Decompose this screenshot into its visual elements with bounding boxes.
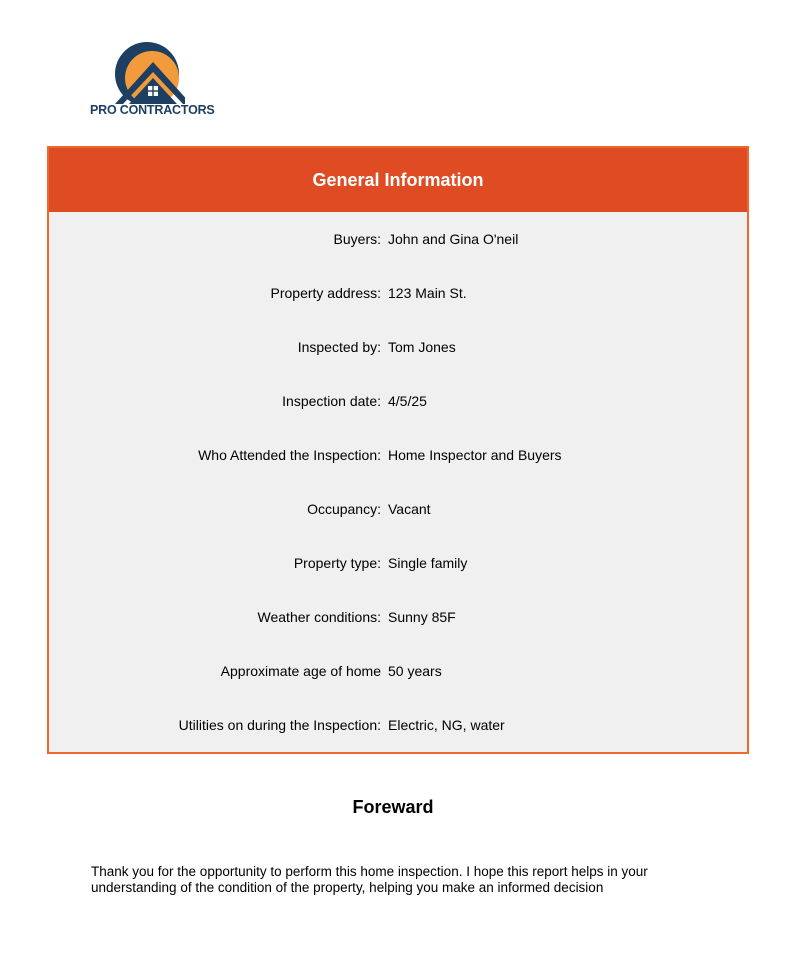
- info-value: 4/5/25: [388, 393, 427, 409]
- info-row-buyers: [49, 212, 747, 266]
- info-row-attendees: [49, 428, 747, 482]
- info-row-home-age: [49, 644, 747, 698]
- info-row-weather: [49, 590, 747, 644]
- info-row-property-address: [49, 266, 747, 320]
- general-information-rows: [49, 212, 747, 752]
- info-row-occupancy: [49, 482, 747, 536]
- info-value: Electric, NG, water: [388, 717, 505, 733]
- info-value: Tom Jones: [388, 339, 456, 355]
- general-information-title: General Information: [49, 148, 747, 212]
- info-row-inspected-by: [49, 320, 747, 374]
- company-logo: [88, 40, 220, 122]
- info-label: Property address:: [270, 285, 381, 301]
- info-value: Sunny 85F: [388, 609, 456, 625]
- info-value: 50 years: [388, 663, 442, 679]
- info-label: Inspected by:: [297, 339, 381, 355]
- house-logo-icon: [105, 42, 185, 106]
- info-label: Weather conditions:: [257, 609, 381, 625]
- info-label: Inspection date:: [282, 393, 381, 409]
- info-label: Property type:: [293, 555, 381, 571]
- info-value: Single family: [388, 555, 468, 571]
- info-label: Utilities on during the Inspection:: [178, 717, 381, 733]
- foreward-heading: Foreward: [352, 797, 434, 817]
- general-information-panel: [47, 146, 749, 754]
- info-label: Occupancy:: [307, 501, 381, 517]
- info-label: Approximate age of home: [220, 663, 381, 679]
- info-value: Home Inspector and Buyers: [388, 447, 562, 463]
- info-value: 123 Main St.: [388, 285, 467, 301]
- info-row-inspection-date: [49, 374, 747, 428]
- info-label: Who Attended the Inspection:: [198, 447, 381, 463]
- info-row-property-type: [49, 536, 747, 590]
- logo-text: PRO CONTRACTORS: [90, 103, 215, 117]
- info-value: John and Gina O'neil: [388, 231, 519, 247]
- info-label: Buyers:: [333, 231, 381, 247]
- info-value: Vacant: [388, 501, 431, 517]
- info-row-utilities: [49, 698, 747, 752]
- foreward-paragraph: Thank you for the opportunity to perform this home inspection. I hope this report helps in your understanding of the condition of the property, helping you make an informed decision: [91, 864, 648, 895]
